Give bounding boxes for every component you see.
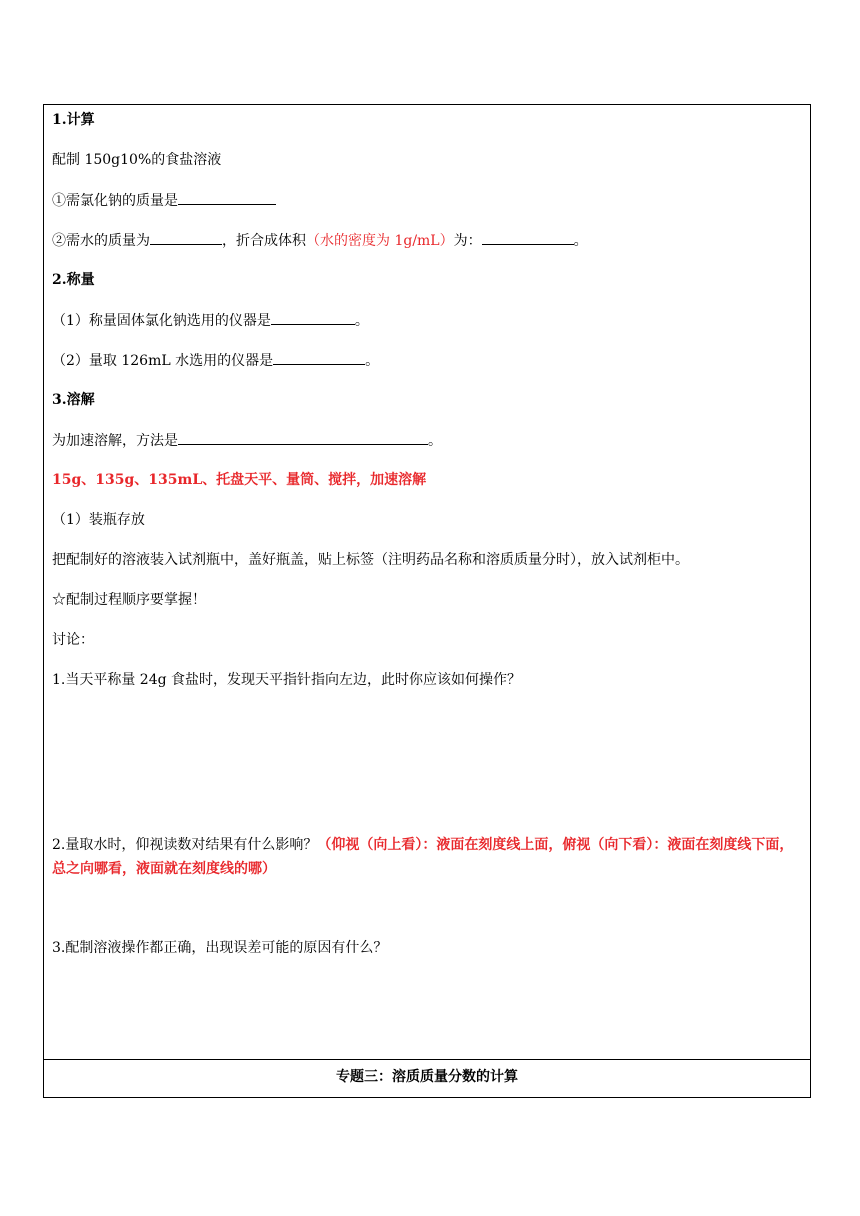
answer-blank[interactable]: [271, 310, 355, 325]
punctuation: 。: [573, 233, 588, 249]
question-text: （1）称量固体氯化钠选用的仪器是: [52, 313, 271, 329]
storage-text: 把配制好的溶液装入试剂瓶中，盖好瓶盖，贴上标签（注明药品名称和溶质质量分时），放入试剂柜中。: [52, 552, 689, 568]
section2-heading: 2.称量: [52, 272, 95, 288]
answer-blank[interactable]: [150, 230, 222, 245]
section1-intro: 配制 150g10%的食盐溶液: [52, 152, 222, 168]
punctuation: 。: [354, 313, 369, 329]
footer-title: 专题三：溶质质量分数的计算: [336, 1069, 518, 1085]
answer-blank[interactable]: [178, 190, 276, 205]
punctuation: 。: [428, 433, 442, 449]
discussion-question-3: 3.配制溶液操作都正确，出现误差可能的原因有什么？: [52, 940, 388, 956]
section1-question-2: [52, 230, 588, 251]
section2-question-2: [52, 350, 379, 371]
punctuation: 。: [365, 353, 380, 369]
content-table: [43, 104, 811, 1098]
discussion-question-2: [52, 833, 804, 881]
question-text: 为：: [453, 233, 482, 249]
discussion-question-1: 1.当天平称量 24g 食盐时，发现天平指针指向左边，此时你应该如何操作？: [52, 672, 522, 688]
question-answer: （仰视（向上看）：液面在刻度线上面，俯视（向下看）：液面在刻度线下面，总之向哪看，液面就在刻度线的哪）: [52, 837, 794, 877]
answer-key: 15g、135g、135mL、托盘天平、量筒、搅拌，加速溶解: [52, 472, 427, 488]
section3-heading: 3.溶解: [52, 392, 95, 408]
discussion-label: 讨论：: [52, 632, 94, 648]
answer-blank[interactable]: [273, 350, 365, 365]
tip-text: ☆配制过程顺序要掌握！: [52, 592, 206, 608]
section1-heading: 1.计算: [52, 112, 95, 128]
table-divider: [44, 1059, 810, 1060]
answer-blank[interactable]: [482, 230, 574, 245]
question-text: （2）量取 126mL 水选用的仪器是: [52, 353, 274, 369]
section2-question-1: [52, 310, 369, 331]
question-text: 为加速溶解，方法是: [52, 433, 178, 449]
density-note: （水的密度为 1g/mL）: [306, 233, 454, 249]
answer-blank[interactable]: [178, 430, 428, 445]
section1-question-1: [52, 190, 276, 211]
storage-heading: （1）装瓶存放: [52, 512, 145, 528]
question-text: ①需氯化钠的质量是: [52, 193, 178, 209]
section3-question-1: [52, 430, 442, 451]
question-text: ②需水的质量为: [52, 233, 150, 249]
question-text: ，折合成体积: [222, 233, 306, 249]
question-text: 2.量取水时，仰视读数对结果有什么影响？: [52, 837, 318, 853]
